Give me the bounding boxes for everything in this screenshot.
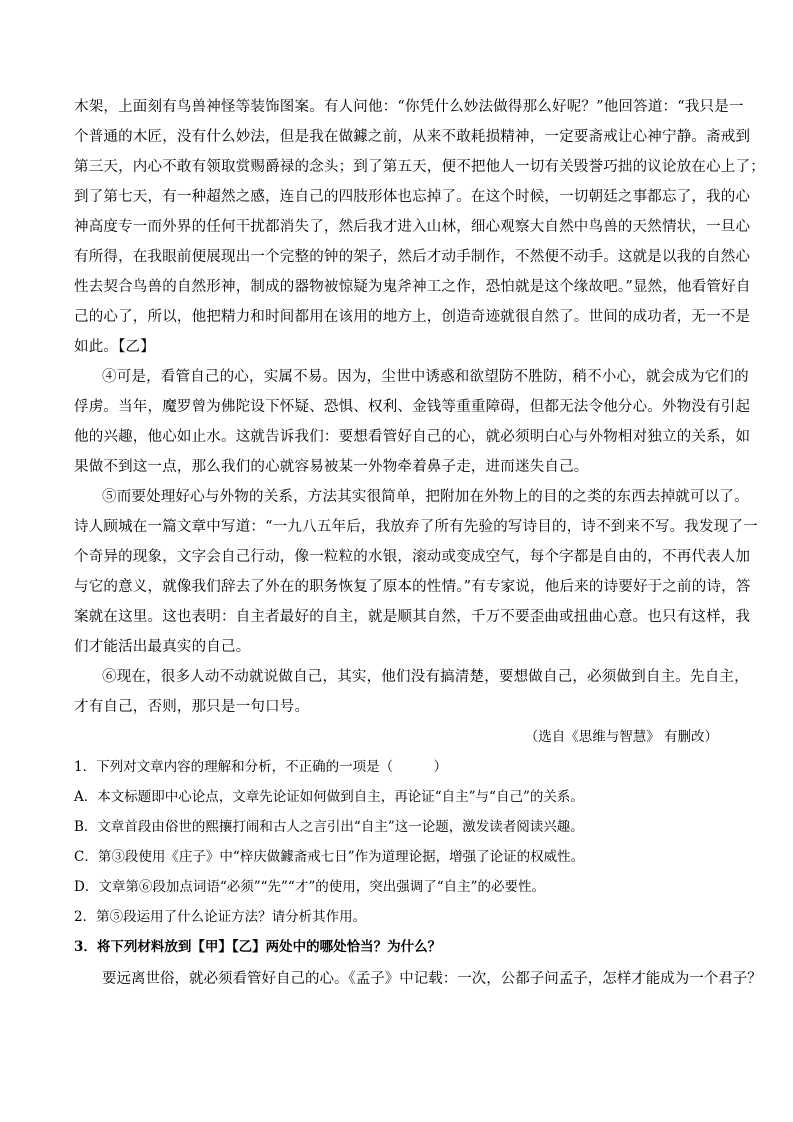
article-line: 到了第七天，有一种超然之感，连自己的四肢形体也忘掉了。在这个时候，一切朝廷之事都忘了，我的心 <box>74 189 751 205</box>
article-line: 他的兴趣，他心如止水。这就告诉我们：要想看管好自己的心，就必须明白心与外物相对独立的关系，如 <box>74 429 751 445</box>
article-line: 如此。【乙】 <box>74 339 155 355</box>
article-line: 神高度专一而外界的任何干扰都消失了，然后我才进入山林，细心观察大自然中鸟兽的天然情状，一旦心 <box>74 219 751 235</box>
article-line: 诗人顾城在一篇文章中写道：“一九八五年后，我放弃了所有先验的写诗目的，诗不到来不写。我发现了一 <box>74 519 758 535</box>
article-line: 性去契合鸟兽的自然形神，制成的器物被惊疑为鬼斧神工之作，恐怕就是这个缘故吧。”显然，他看管好自 <box>74 279 751 295</box>
article-line: 己的心了，所以，他把精力和时间都用在该用的地方上，创造奇迹就很自然了。世间的成功者，无一不是 <box>74 309 751 325</box>
article-line: 有所得，在我眼前便展现出一个完整的钟的架子，然后才动手制作，不然便不动手。这就是以我的自然心 <box>74 249 751 265</box>
question-1-option-a: A．本文标题即中心论点，文章先论证如何做到自主，再论证“自主”与“自己”的关系。 <box>74 789 584 805</box>
article-line: 第三天，内心不敢有领取赏赐爵禄的念头；到了第五天，便不把他人一切有关毁誉巧拙的议论放在心上了； <box>74 159 765 175</box>
article-body <box>74 92 765 996</box>
article-line: 与它的意义，就像我们辞去了外在的职务恢复了原本的性情。”有专家说，他后来的诗要好于之前的诗，答 <box>74 579 751 595</box>
question-1-stem: 1．下列对文章内容的理解和分析，不正确的一项是（ ） <box>74 759 448 775</box>
question-1-option-c: C．第③段使用《庄子》中“梓庆做鐻斋戒七日”作为道理论据，增强了论证的权威性。 <box>74 849 585 865</box>
article-line: 俘虏。当年，魔罗曾为佛陀设下怀疑、恐惧、权利、金钱等重重障碍，但都无法令他分心。外物没有引起 <box>74 399 751 415</box>
article-line: 案就在这里。这也表明：自主者最好的自主，就是顺其自然，千万不要歪曲或扭曲心意。也只有这样，我 <box>74 609 751 625</box>
paragraph-5-line: ⑤而要处理好心与外物的关系，方法其实很简单，把附加在外物上的目的之类的东西去掉就可以了。 <box>102 489 749 505</box>
article-line: 个奇异的现象，文字会自己行动，像一粒粒的水银，滚动或变成空气，每个字都是自由的，不再代表人加 <box>74 549 751 565</box>
article-line: 果做不到这一点，那么我们的心就容易被某一外物牵着鼻子走，进而迷失自己。 <box>74 459 589 475</box>
question-3-material: 要远离世俗，就必须看管好自己的心。《孟子》中记载：一次，公都子问孟子，怎样才能成为一个君子？ <box>102 971 762 987</box>
article-line: 们才能活出最真实的自己。 <box>74 639 251 655</box>
article-line: 才有自己，否则，那只是一句口号。 <box>74 699 310 715</box>
question-2: 2．第⑤段运用了什么论证方法？请分析其作用。 <box>74 909 367 925</box>
question-1-option-d: D．文章第⑥段加点词语“必须”“先”“才”的使用，突出强调了“自主”的必要性。 <box>74 879 546 895</box>
paragraph-4-line: ④可是，看管自己的心，实属不易。因为，尘世中诱惑和欲望防不胜防，稍不小心，就会成为它们的 <box>102 369 749 385</box>
paragraph-6-line: ⑥现在，很多人动不动就说做自己，其实，他们没有搞清楚，要想做自己，必须做到自主。先自主， <box>102 669 749 685</box>
article-line: 个普通的木匠，没有什么妙法，但是我在做鐻之前，从来不敢耗损精神，一定要斋戒让心神宁静。斋戒到 <box>74 129 751 145</box>
article-line: 木架，上面刻有鸟兽神怪等装饰图案。有人问他：“你凭什么妙法做得那么好呢？”他回答道：“我只是一 <box>74 99 744 115</box>
question-3: 3．将下列材料放到【甲】【乙】两处中的哪处恰当？为什么？ <box>74 939 442 955</box>
question-1-option-b: B．文章首段由俗世的熙攘打闹和古人之言引出“自主”这一论题，激发读者阅读兴趣。 <box>74 819 584 835</box>
source-citation: （选自《思维与智慧》 有删改） <box>524 729 718 745</box>
